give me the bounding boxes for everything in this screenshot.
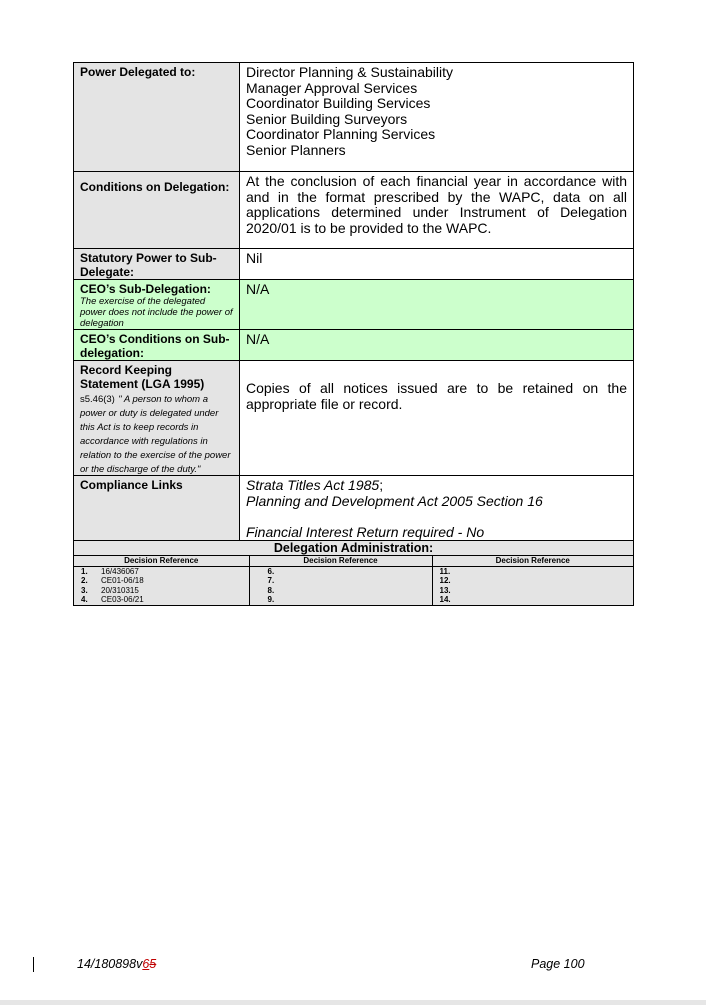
ref-number: 14. [439,595,451,604]
ref-number: 1. [81,566,88,576]
decision-ref-item [250,586,432,596]
admin-title: Delegation Administration: [74,541,633,555]
admin-col-2 [249,566,432,605]
ceo-conditions-row [74,330,634,361]
decision-ref-item [74,567,249,577]
ref-number: 13. [439,585,451,595]
ref-value [460,576,634,586]
admin-col-header: Decision Reference [74,556,249,567]
decision-ref-item [433,576,634,586]
ref-number: 3. [81,585,88,595]
ref-value [288,567,432,577]
delegate-line: Coordinator Planning Services [246,126,436,142]
admin-row [74,541,634,606]
record-keeping-section: s5.46(3) [80,394,115,405]
conditions-row [74,172,634,249]
decision-ref-item [250,595,432,605]
ref-value: 16/436067 [101,566,139,576]
ref-value [288,576,432,586]
decision-ref-item [433,586,634,596]
ref-number: 12. [439,576,451,585]
power-delegated-value [240,63,634,172]
admin-col-3 [432,566,633,605]
ceo-sub-row [74,280,634,330]
ref-value [460,567,634,577]
delegate-line: Director Planning & Sustainability [246,64,453,80]
act-link-planning[interactable]: Planning and Development Act 2005 Section 16 [246,492,543,509]
ref-value: CE01-06/18 [101,576,144,585]
ref-value [288,595,432,605]
act-punctuation: ; [379,477,384,493]
delegate-line: Manager Approval Services [246,79,418,96]
ref-number: 8. [267,585,275,595]
delegation-table [73,62,634,606]
ceo-conditions-label: CEO’s Conditions on Sub-delegation: [74,330,240,361]
ref-value [288,586,432,596]
change-bar [33,957,34,972]
ceo-sub-title: CEO’s Sub-Delegation: [80,282,211,296]
power-delegated-row [74,63,634,172]
version-deleted: 5 [149,957,157,971]
decision-ref-item [74,595,249,605]
compliance-value [240,476,634,541]
conditions-value: At the conclusion of each financial year in accordance with and in the format prescribed by the WAPC, data on all applications determined under Instrument of Delegation 2020/01 is to be provided to the WAPC. [240,172,634,249]
admin-col-header: Decision Reference [249,556,432,567]
footer-page-number: Page 100 [531,957,585,971]
compliance-label: Compliance Links [74,476,240,541]
record-keeping-value: Copies of all notices issued are to be retained on the appropriate file or record. [240,361,634,476]
statutory-label: Statutory Power to Sub-Delegate: [74,249,240,280]
ceo-sub-value: N/A [240,280,634,330]
ref-value: 20/310315 [101,585,139,595]
decision-ref-item [250,567,432,577]
admin-cell [74,541,634,606]
record-keeping-label [74,361,240,476]
version-inserted: 6 [142,957,150,971]
statutory-row [74,249,634,280]
admin-col-1 [74,566,249,605]
doc-ref-text: 14/180898v [77,957,143,971]
ref-value [460,586,634,596]
financial-interest-note: Financial Interest Return required - No [246,523,485,540]
decision-ref-item [433,595,634,605]
decision-ref-item [74,576,249,586]
ref-number: 4. [81,595,88,604]
statutory-value: Nil [240,249,634,280]
ceo-sub-label [74,280,240,330]
power-delegated-label: Power Delegated to: [74,63,240,172]
ref-number: 6. [267,566,275,576]
ceo-conditions-value: N/A [240,330,634,361]
page-edge [0,1000,706,1005]
ref-value [460,595,634,605]
compliance-row [74,476,634,541]
record-keeping-quote: " A person to whom a power or duty is delegated under this Act is to keep records in accordance with regulations in relation to the exercise of the power or the discharge of the duty." [80,394,231,475]
decision-ref-item [250,576,432,586]
ref-number: 7. [267,576,275,585]
delegate-line: Senior Planners [246,141,346,158]
record-keeping-row [74,361,634,476]
act-link-strata[interactable]: Strata Titles Act 1985 [246,477,380,493]
ref-number: 11. [439,566,451,576]
decision-ref-item [74,586,249,596]
ref-number: 9. [267,595,275,604]
ceo-sub-note: The exercise of the delegated power does not include the power of delegation [80,296,233,329]
footer-doc-ref [77,957,156,971]
admin-table [74,555,633,605]
ref-value: CE03-06/21 [101,595,144,604]
admin-col-header: Decision Reference [432,556,633,567]
conditions-label: Conditions on Delegation: [74,172,240,249]
delegate-line: Senior Building Surveyors [246,110,408,127]
ref-number: 2. [81,576,88,585]
record-keeping-title: Record Keeping Statement (LGA 1995) [80,363,205,391]
delegate-line: Coordinator Building Services [246,95,431,111]
decision-ref-item [433,567,634,577]
